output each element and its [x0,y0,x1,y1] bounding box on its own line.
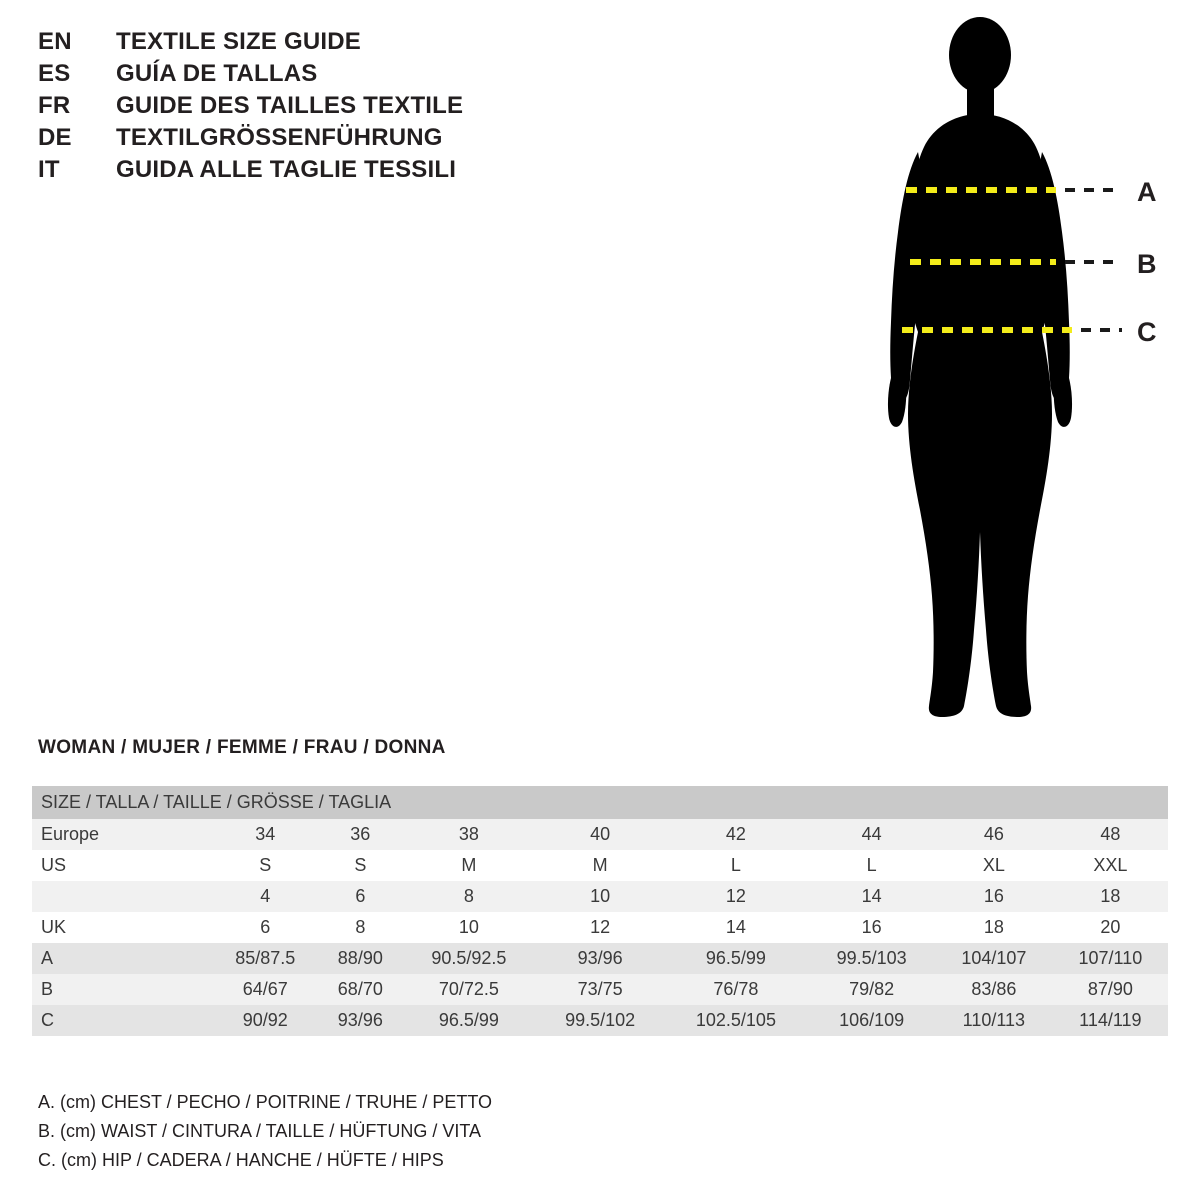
cell: XL [935,850,1053,881]
cell: 8 [320,912,401,943]
cell: 14 [808,881,935,912]
cell: L [664,850,809,881]
note-b: B. (cm) WAIST / CINTURA / TAILLE / HÜFTUNG / VITA [38,1121,482,1141]
cell: 96.5/99 [401,1005,537,1036]
cell: 110/113 [935,1005,1053,1036]
section-title: WOMAN / MUJER / FEMME / FRAU / DONNA [38,737,446,758]
cell: 104/107 [935,943,1053,974]
row-label-a: A [32,943,211,974]
note-c: C. (cm) HIP / CADERA / HANCHE / HÜFTE / HIPS [38,1150,444,1170]
table-row [32,974,1168,1005]
cell: M [401,850,537,881]
size-table [32,786,1168,1036]
language-row-it [38,156,738,188]
cell: 83/86 [935,974,1053,1005]
cell: 76/78 [664,974,809,1005]
language-title-en: TEXTILE SIZE GUIDE [116,28,361,55]
cell: 93/96 [537,943,664,974]
cell: 79/82 [808,974,935,1005]
row-label-uk: UK [32,912,211,943]
marker-label-b: B [1137,249,1157,279]
cell: 68/70 [320,974,401,1005]
cell: 93/96 [320,1005,401,1036]
cell: 90/92 [211,1005,320,1036]
language-title-fr: GUIDE DES TAILLES TEXTILE [116,92,464,119]
cell: 96.5/99 [664,943,809,974]
row-label-us-numeric [32,881,211,912]
language-title-de: TEXTILGRÖSSENFÜHRUNG [116,124,443,151]
table-row [32,912,1168,943]
cell: 90.5/92.5 [401,943,537,974]
measurement-notes [38,1088,492,1175]
table-row [32,850,1168,881]
cell: 64/67 [211,974,320,1005]
cell: 40 [537,819,664,850]
table-row [32,881,1168,912]
cell: 18 [1053,881,1168,912]
female-silhouette-icon [888,17,1072,717]
table-row [32,1005,1168,1036]
table-row [32,819,1168,850]
cell: XXL [1053,850,1168,881]
cell: 6 [211,912,320,943]
cell: 107/110 [1053,943,1168,974]
body-figure [860,10,1190,740]
note-a: A. (cm) CHEST / PECHO / POITRINE / TRUHE / PETTO [38,1092,493,1112]
leader-lines [1065,190,1122,330]
cell: 114/119 [1053,1005,1168,1036]
language-row-fr [38,92,738,124]
cell: 48 [1053,819,1168,850]
cell: 99.5/103 [808,943,935,974]
cell: 34 [211,819,320,850]
row-label-c: C [32,1005,211,1036]
marker-label-c: C [1137,317,1157,347]
cell: 44 [808,819,935,850]
cell: 46 [935,819,1053,850]
table-header-label: SIZE / TALLA / TAILLE / GRÖSSE / TAGLIA [32,786,1168,819]
language-row-en [38,28,738,60]
cell: S [211,850,320,881]
cell: 12 [664,881,809,912]
cell: 87/90 [1053,974,1168,1005]
cell: 10 [401,912,537,943]
cell: 10 [537,881,664,912]
cell: S [320,850,401,881]
language-title-es: GUÍA DE TALLAS [116,60,318,87]
table-header-row [32,786,1168,819]
cell: 12 [537,912,664,943]
cell: 36 [320,819,401,850]
language-code-es: ES [38,60,71,87]
row-label-europe: Europe [32,819,211,850]
cell: 16 [808,912,935,943]
cell: 88/90 [320,943,401,974]
cell: 99.5/102 [537,1005,664,1036]
language-code-it: IT [38,156,60,183]
cell: 14 [664,912,809,943]
cell: M [537,850,664,881]
language-title-it: GUIDA ALLE TAGLIE TESSILI [116,156,457,183]
language-row-es [38,60,738,92]
cell: 106/109 [808,1005,935,1036]
row-label-us: US [32,850,211,881]
language-code-de: DE [38,124,72,151]
language-code-en: EN [38,28,72,55]
cell: 73/75 [537,974,664,1005]
cell: 6 [320,881,401,912]
cell: 85/87.5 [211,943,320,974]
cell: 70/72.5 [401,974,537,1005]
cell: 4 [211,881,320,912]
cell: 102.5/105 [664,1005,809,1036]
cell: L [808,850,935,881]
marker-label-a: A [1137,177,1157,207]
cell: 42 [664,819,809,850]
language-code-fr: FR [38,92,71,119]
language-row-de [38,124,738,156]
language-title-list [38,28,738,188]
cell: 20 [1053,912,1168,943]
cell: 38 [401,819,537,850]
cell: 16 [935,881,1053,912]
cell: 18 [935,912,1053,943]
row-label-b: B [32,974,211,1005]
cell: 8 [401,881,537,912]
table-row [32,943,1168,974]
